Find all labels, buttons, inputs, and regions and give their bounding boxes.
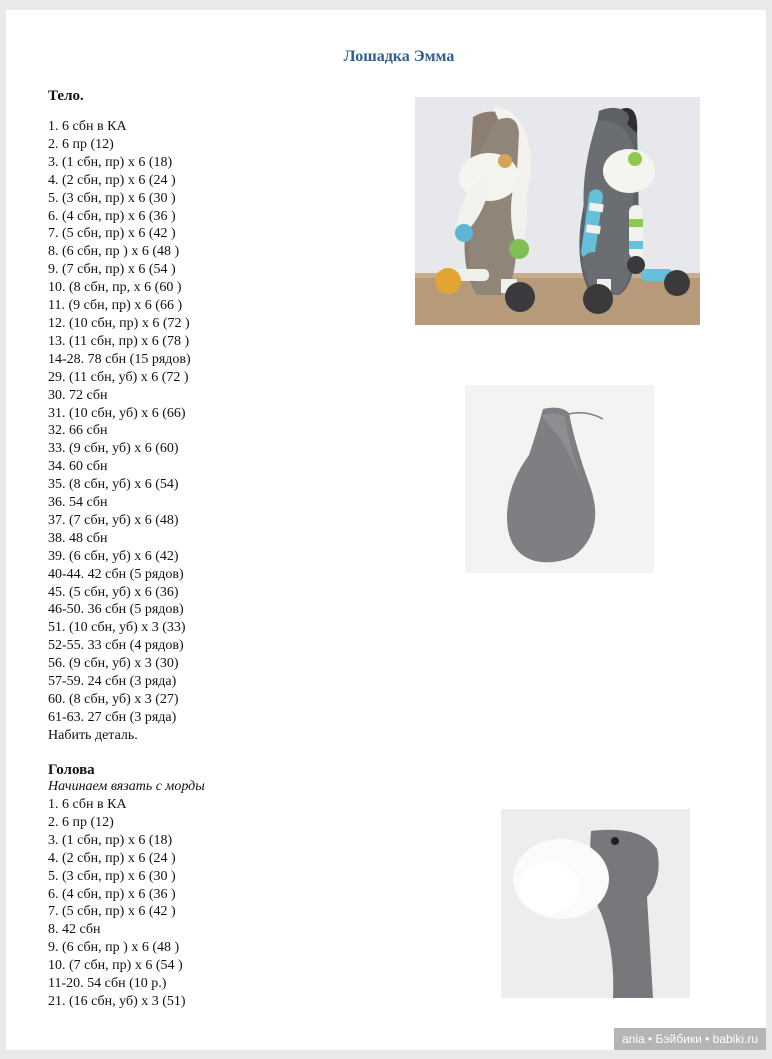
body-pattern-row: 52-55. 33 сбн (4 рядов) xyxy=(48,638,184,654)
body-pattern-row: 2. 6 пр (12) xyxy=(48,136,114,152)
document-page xyxy=(6,10,766,1050)
head-pattern-row: 7. (5 сбн, пр) х 6 (42 ) xyxy=(48,904,176,920)
body-pattern-row: 7. (5 сбн, пр) х 6 (42 ) xyxy=(48,226,176,242)
head-pattern-row: 10. (7 сбн, пр) х 6 (54 ) xyxy=(48,958,183,974)
head-pattern-row: 3. (1 сбн, пр) х 6 (18) xyxy=(48,832,173,848)
head-pattern-row: 4. (2 сбн, пр) х 6 (24 ) xyxy=(48,850,176,866)
body-pattern-row: 32. 66 сбн xyxy=(48,423,108,439)
body-section-heading: Тело. xyxy=(48,88,84,104)
body-pattern-row: 45. (5 сбн, уб) х 6 (36) xyxy=(48,584,179,600)
body-pattern-row: 56. (9 сбн, уб) х 3 (30) xyxy=(48,656,179,672)
body-pattern-row: 33. (9 сбн, уб) х 6 (60) xyxy=(48,441,179,457)
body-pattern-row: 29. (11 сбн, уб) х 6 (72 ) xyxy=(48,369,189,385)
body-part-photo xyxy=(465,385,654,573)
body-pattern-row: 39. (6 сбн, уб) х 6 (42) xyxy=(48,548,179,564)
body-pattern-row: 11. (9 сбн, пр) х 6 (66 ) xyxy=(48,298,183,314)
body-pattern-row: 9. (7 сбн, пр) х 6 (54 ) xyxy=(48,262,176,278)
body-pattern-row: 60. (8 сбн, уб) х 3 (27) xyxy=(48,692,179,707)
body-pattern-row: 4. (2 сбн, пр) х 6 (24 ) xyxy=(48,172,176,188)
body-pattern-row: 37. (7 сбн, уб) х 6 (48) xyxy=(48,512,179,528)
body-pattern-row: 61-63. 27 сбн (3 ряда) xyxy=(48,709,177,725)
body-pattern-row: 38. 48 сбн xyxy=(48,530,108,546)
body-pattern-row: 12. (10 сбн, пр) х 6 (72 ) xyxy=(48,315,190,331)
body-pattern-row: 13. (11 сбн, пр) х 6 (78 ) xyxy=(48,333,190,349)
body-pattern-row: 40-44. 42 сбн (5 рядов) xyxy=(48,566,184,582)
head-pattern-row: 6. (4 сбн, пр) х 6 (36 ) xyxy=(48,886,176,902)
body-pattern-row: 31. (10 сбн, уб) х 6 (66) xyxy=(48,405,186,421)
head-pattern-row: 11-20. 54 сбн (10 р.) xyxy=(48,976,167,992)
horses-photo xyxy=(415,97,700,325)
head-pattern-row: 2. 6 пр (12) xyxy=(48,814,114,830)
head-part-photo xyxy=(501,809,690,998)
head-pattern-row: 8. 42 сбн xyxy=(48,922,101,938)
body-pattern-row: 10. (8 сбн, пр, х 6 (60 ) xyxy=(48,280,182,296)
body-pattern-row: 51. (10 сбн, уб) х 3 (33) xyxy=(48,620,186,636)
body-pattern-row: 6. (4 сбн, пр) х 6 (36 ) xyxy=(48,208,176,224)
body-pattern-row: 1. 6 сбн в КА xyxy=(48,119,127,134)
head-pattern-list xyxy=(48,796,186,1011)
body-pattern-row: 30. 72 сбн xyxy=(48,387,108,403)
head-pattern-row: 1. 6 сбн в КА xyxy=(48,797,127,812)
document-title: Лошадка Эмма xyxy=(343,48,455,65)
body-pattern-row: 35. (8 сбн, уб) х 6 (54) xyxy=(48,477,179,493)
body-pattern-row: 5. (3 сбн, пр) х 6 (30 ) xyxy=(48,190,176,206)
head-pattern-row: 5. (3 сбн, пр) х 6 (30 ) xyxy=(48,868,176,884)
head-section-heading: Голова xyxy=(48,762,95,778)
body-pattern-row: 14-28. 78 сбн (15 рядов) xyxy=(48,351,191,367)
head-section-subheading: Начинаем вязать с морды xyxy=(48,779,205,794)
body-pattern-row: 34. 60 сбн xyxy=(48,459,108,475)
body-pattern-row: 3. (1 сбн, пр) х 6 (18) xyxy=(48,154,173,170)
body-pattern-row: Набить деталь. xyxy=(48,727,138,743)
body-pattern-row: 36. 54 сбн xyxy=(48,495,108,511)
head-pattern-row: 21. (16 сбн, уб) х 3 (51) xyxy=(48,993,186,1009)
head-pattern-row: 9. (6 сбн, пр ) х 6 (48 ) xyxy=(48,940,180,956)
body-pattern-list xyxy=(48,118,191,745)
watermark: ania • Бэйбики • babiki.ru xyxy=(614,1028,766,1050)
body-pattern-row: 8. (6 сбн, пр ) х 6 (48 ) xyxy=(48,244,180,260)
body-pattern-row: 57-59. 24 сбн (3 ряда) xyxy=(48,674,177,690)
body-pattern-row: 46-50. 36 сбн (5 рядов) xyxy=(48,602,184,618)
